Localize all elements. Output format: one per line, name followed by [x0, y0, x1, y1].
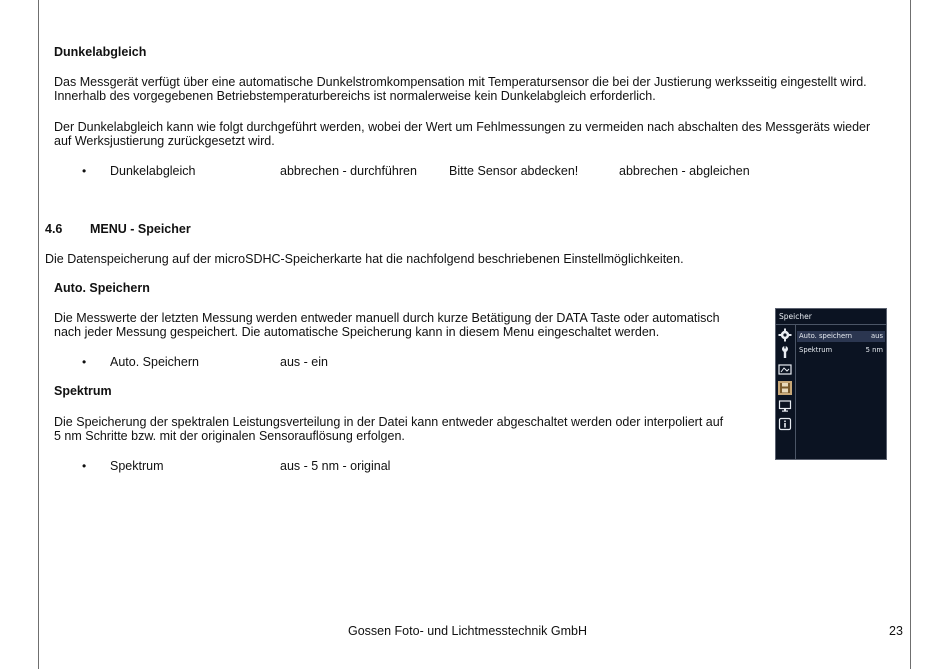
info-icon: [778, 417, 792, 431]
auto-paragraph-line-2: nach jeder Messung gespeichert. Die automatische Speicherung kann in diesem Menu eingeschaltet werden.: [54, 325, 660, 339]
device-screen: [775, 308, 887, 460]
device-row-label: Auto. speichern: [799, 332, 853, 340]
dark-paragraph-1-line-2: Innerhalb des vorgegebenen Betriebstemperaturbereichs ist normalerweise kein Dunkelabgleich erforderlich.: [54, 89, 656, 103]
dark-bullet-options: abbrechen - durchführen: [280, 164, 417, 178]
spectrum-heading: Spektrum: [54, 384, 112, 398]
dark-heading: Dunkelabgleich: [54, 45, 147, 59]
dark-paragraph-2-line-1: Der Dunkelabgleich kann wie folgt durchgeführt werden, wobei der Wert um Fehlmessungen zu vermeiden nach abschalten des Messgeräts wieder: [54, 120, 871, 134]
auto-bullet-value: aus - ein: [280, 355, 328, 369]
page-number: 23: [889, 624, 903, 638]
device-row-value: 5 nm: [865, 346, 883, 354]
wrench-icon: [778, 345, 792, 359]
spectrum-paragraph-line-2: 5 nm Schritte bzw. mit der originalen Sensorauflösung erfolgen.: [54, 429, 405, 443]
dark-paragraph-2-line-2: auf Werksjustierung zurückgesetzt wird.: [54, 134, 275, 148]
save-icon: [778, 381, 792, 395]
device-row-value: aus: [870, 332, 883, 340]
spectrum-paragraph-line-1: Die Speicherung der spektralen Leistungsverteilung in der Datei kann entweder abgeschaltet werden oder interpoliert auf: [54, 415, 724, 429]
auto-paragraph-line-1: Die Messwerte der letzten Messung werden entweder manuell durch kurze Betätigung der DATA Taste oder automatisch: [54, 311, 720, 325]
device-title: Speicher: [776, 309, 886, 324]
section-title: MENU - Speicher: [90, 222, 191, 236]
section-number: 4.6: [45, 222, 63, 236]
section-intro: Die Datenspeicherung auf der microSDHC-Speicherkarte hat die nachfolgend beschriebenen Einstellmöglichkeiten.: [45, 252, 684, 266]
page-border-left: [38, 0, 39, 669]
device-icon-column: [776, 325, 796, 459]
footer-company: Gossen Foto- und Lichtmesstechnik GmbH: [348, 624, 587, 638]
gear-icon: [778, 328, 792, 342]
display-icon: [778, 363, 792, 377]
dark-paragraph-1-line-1: Das Messgerät verfügt über eine automatische Dunkelstromkompensation mit Temperatursensor die bei der Justierung werksseitig eingestellt wird.: [54, 75, 867, 89]
device-row-spectrum: [797, 345, 885, 356]
dark-bullet-actions: abbrechen - abgleichen: [619, 164, 750, 178]
auto-heading: Auto. Speichern: [54, 281, 150, 295]
spectrum-bullet-label: Spektrum: [110, 459, 164, 473]
spectrum-bullet-value: aus - 5 nm - original: [280, 459, 391, 473]
bullet-dot: •: [82, 459, 87, 473]
monitor-icon: [778, 399, 792, 413]
device-row-label: Spektrum: [799, 346, 833, 354]
bullet-dot: •: [82, 164, 87, 178]
dark-bullet-prompt: Bitte Sensor abdecken!: [449, 164, 579, 178]
page-border-right: [910, 0, 911, 669]
bullet-dot: •: [82, 355, 87, 369]
device-row-auto-save: [797, 331, 885, 342]
auto-bullet-label: Auto. Speichern: [110, 355, 199, 369]
dark-bullet-label: Dunkelabgleich: [110, 164, 196, 178]
